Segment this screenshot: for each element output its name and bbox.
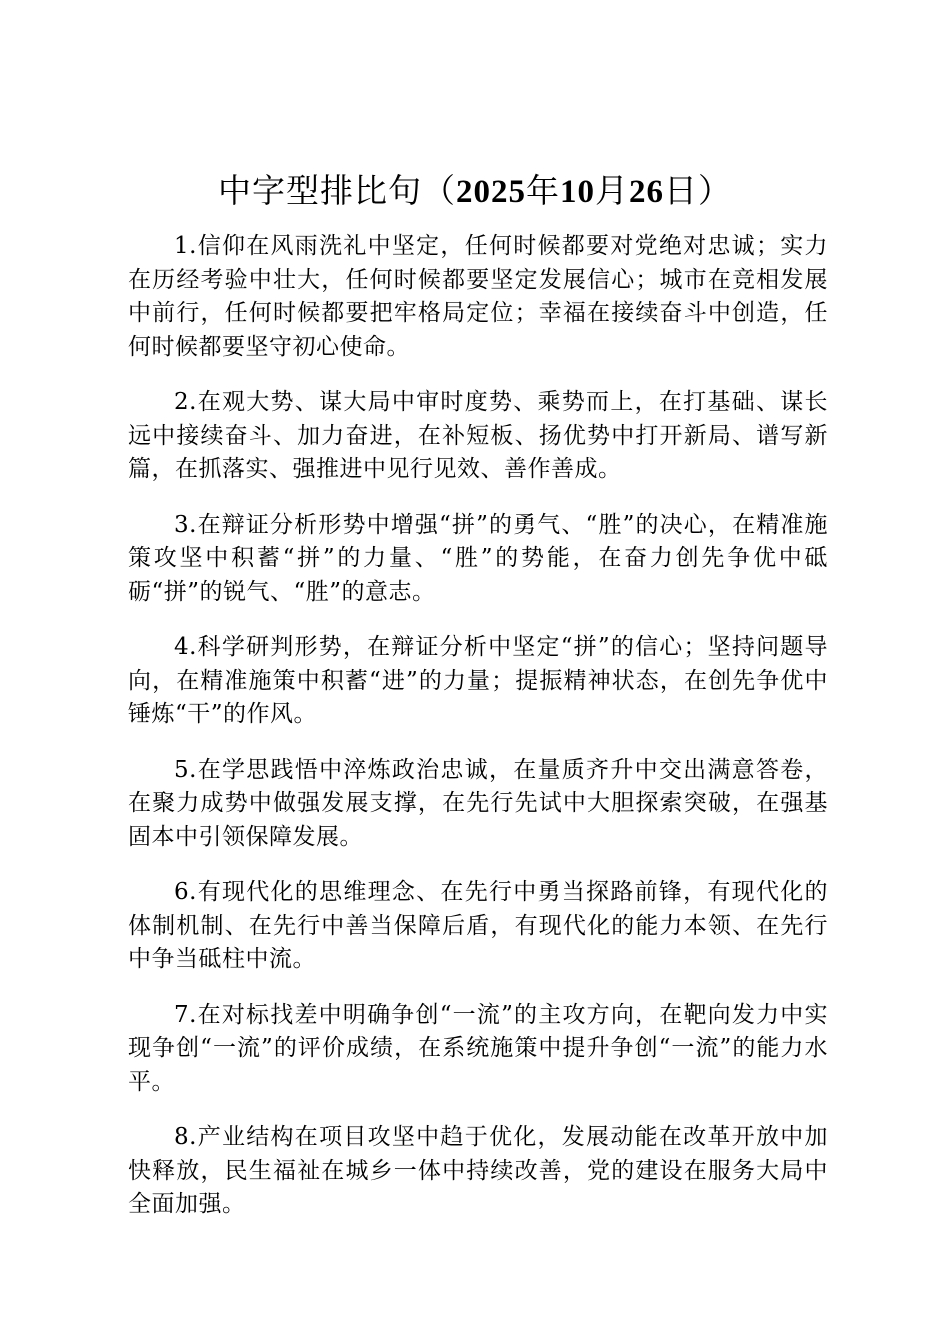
paragraph-6: 6.有现代化的思维理念、在先行中勇当探路前锋，有现代化的体制机制、在先行中善当保障后盾，有现代化的能力本领、在先行中争当砥柱中流。 [128,879,828,972]
title-year-char: 年 [526,171,560,210]
title-month: 10 [560,174,595,210]
paragraph-5: 5.在学思践悟中淬炼政治忠诚，在量质齐升中交出满意答卷，在聚力成势中做强发展支撑，在先行先试中大胆探索突破，在强基固本中引领保障发展。 [128,756,828,850]
paragraph-8: 8.产业结构在项目攻坚中趋于优化，发展动能在改革开放中加快释放，民生福祉在城乡一体中持续改善，党的建设在服务大局中全面加强。 [128,1124,828,1217]
title-year: 2025 [456,174,526,210]
title-month-char: 月 [595,171,629,210]
paragraph-2: 2.在观大势、谋大局中审时度势、乘势而上，在打基础、谋长远中接续奋斗、加力奋进，在补短板、扬优势中打开新局、谱写新篇，在抓落实、强推进中见行见效、善作善成。 [128,389,828,482]
paragraph-1: 1.信仰在风雨洗礼中坚定，任何时候都要对党绝对忠诚；实力在历经考验中壮大，任何时候都要坚定发展信心；城市在竞相发展中前行，任何时候都要把牢格局定位；幸福在接续奋斗中创造，任何时候都要坚守初心使命。 [128,233,828,360]
document-body [128,230,828,1244]
paragraph-3: 3.在辩证分析形势中增强“拼”的勇气、“胜”的决心，在精准施策攻坚中积蓄“拼”的力量、“胜”的势能，在奋力创先争优中砥砺“拼”的锐气、“胜”的意志。 [128,511,828,605]
title-prefix: 中字型排比句（ [218,171,456,210]
title-day: 26 [629,174,664,210]
paragraph-4: 4.科学研判形势，在辩证分析中坚定“拼”的信心；坚持问题导向，在精准施策中积蓄“进”的力量；提振精神状态，在创先争优中锤炼“干”的作风。 [128,634,828,727]
title-day-char: 日） [664,171,732,210]
paragraph-7: 7.在对标找差中明确争创“一流”的主攻方向，在靶向发力中实现争创“一流”的评价成绩，在系统施策中提升争创“一流”的能力水平。 [128,1001,828,1095]
document-title [0,166,950,217]
